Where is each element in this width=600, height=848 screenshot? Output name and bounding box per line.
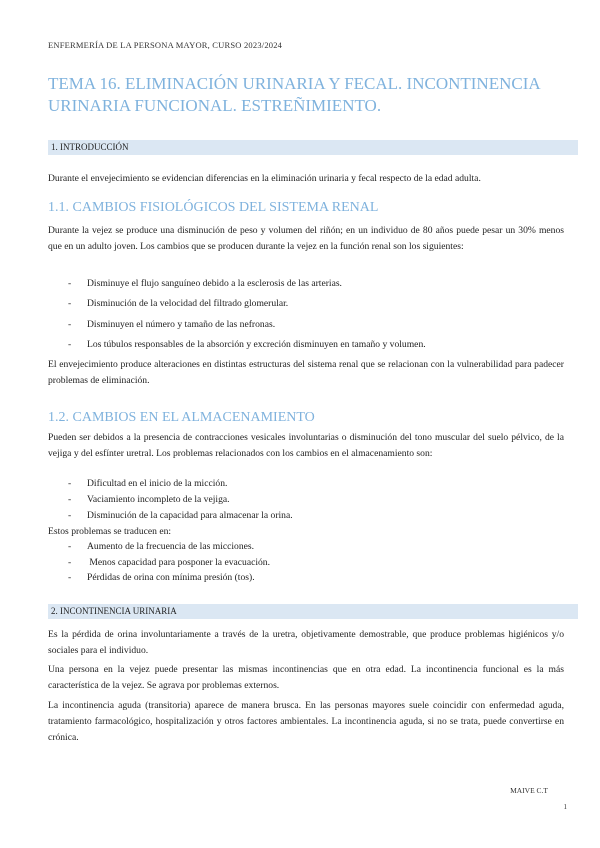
- section-heading-incontinencia: 2. INCONTINENCIA URINARIA: [48, 604, 578, 619]
- consequence-bullet: - Menos capacidad para posponer la evacuación.: [68, 557, 270, 568]
- almacenamiento-paragraph: Pueden ser debidos a la presencia de contracciones vesicales involuntarias o disminución del tono muscular del suelo pélvico, de la vejiga y del esfínter uretral. Los problemas relacionados con los cambios en el almacenamiento son:: [48, 432, 564, 459]
- subsection-heading-renal: 1.1. CAMBIOS FISIOLÓGICOS DEL SISTEMA RENAL: [48, 200, 379, 215]
- almacenamiento-bullet: - Dificultad en el inicio de la micción.: [68, 478, 228, 489]
- subsection-heading-almacenamiento: 1.2. CAMBIOS EN EL ALMACENAMIENTO: [48, 410, 315, 425]
- incontinencia-paragraph-1: Es la pérdida de orina involuntariamente a través de la uretra, objetivamente demostrable, que produce problemas higiénicos y/o sociales para el individuo.: [48, 629, 564, 656]
- consequence-bullet: - Aumento de la frecuencia de las micciones.: [68, 541, 255, 552]
- document-title: TEMA 16. ELIMINACIÓN URINARIA Y FECAL. INCONTINENCIA URINARIA FUNCIONAL. ESTREÑIMIENTO.: [48, 74, 540, 115]
- renal-bullet: - Disminución de la velocidad del filtrado glomerular.: [68, 298, 289, 309]
- incontinencia-paragraph-3: La incontinencia aguda (transitoria) aparece de manera brusca. En las personas mayores suele coincidir con enfermedad aguda, tratamiento farmacológico, hospitalización y otros factores ambientales. La incontinencia aguda, si no se trata, puede convertirse en crónica.: [48, 700, 564, 743]
- renal-bullet: - Los túbulos responsables de la absorción y excreción disminuyen en tamaño y volumen.: [68, 339, 426, 350]
- renal-bullet: - Disminuyen el número y tamaño de las nefronas.: [68, 319, 276, 330]
- page-header: ENFERMERÍA DE LA PERSONA MAYOR, CURSO 2023/2024: [48, 40, 283, 50]
- almacenamiento-bullet: - Vaciamiento incompleto de la vejiga.: [68, 494, 230, 505]
- section-heading-introduccion: 1. INTRODUCCIÓN: [48, 140, 578, 155]
- almacenamiento-bullet: - Disminución de la capacidad para almacenar la orina.: [68, 510, 293, 521]
- page-number: 1: [563, 803, 567, 811]
- incontinencia-paragraph-2: Una persona en la vejez puede presentar las mismas incontinencias que en otra edad. La incontinencia funcional es la más característica de la vejez. Se agrava por problemas externos.: [48, 664, 564, 691]
- renal-bullet: - Disminuye el flujo sanguíneo debido a la esclerosis de las arterias.: [68, 278, 342, 289]
- consequence-bullet: - Pérdidas de orina con mínima presión (tos).: [68, 572, 255, 583]
- almacenamiento-lead: Estos problemas se traducen en:: [48, 526, 172, 537]
- footer-author: MAIVE C.T: [510, 786, 548, 795]
- renal-paragraph-1: Durante la vejez se produce una disminución de peso y volumen del riñón; en un individuo de 80 años puede pesar un 30% menos que en un adulto joven. Los cambios que se producen durante la vejez en la función renal son los siguientes:: [48, 225, 564, 252]
- intro-paragraph: Durante el envejecimiento se evidencian diferencias en la eliminación urinaria y fecal respecto de la edad adulta.: [48, 173, 481, 184]
- renal-paragraph-2: El envejecimiento produce alteraciones en distintas estructuras del sistema renal que se relacionan con la vulnerabilidad para padecer problemas de eliminación.: [48, 359, 564, 386]
